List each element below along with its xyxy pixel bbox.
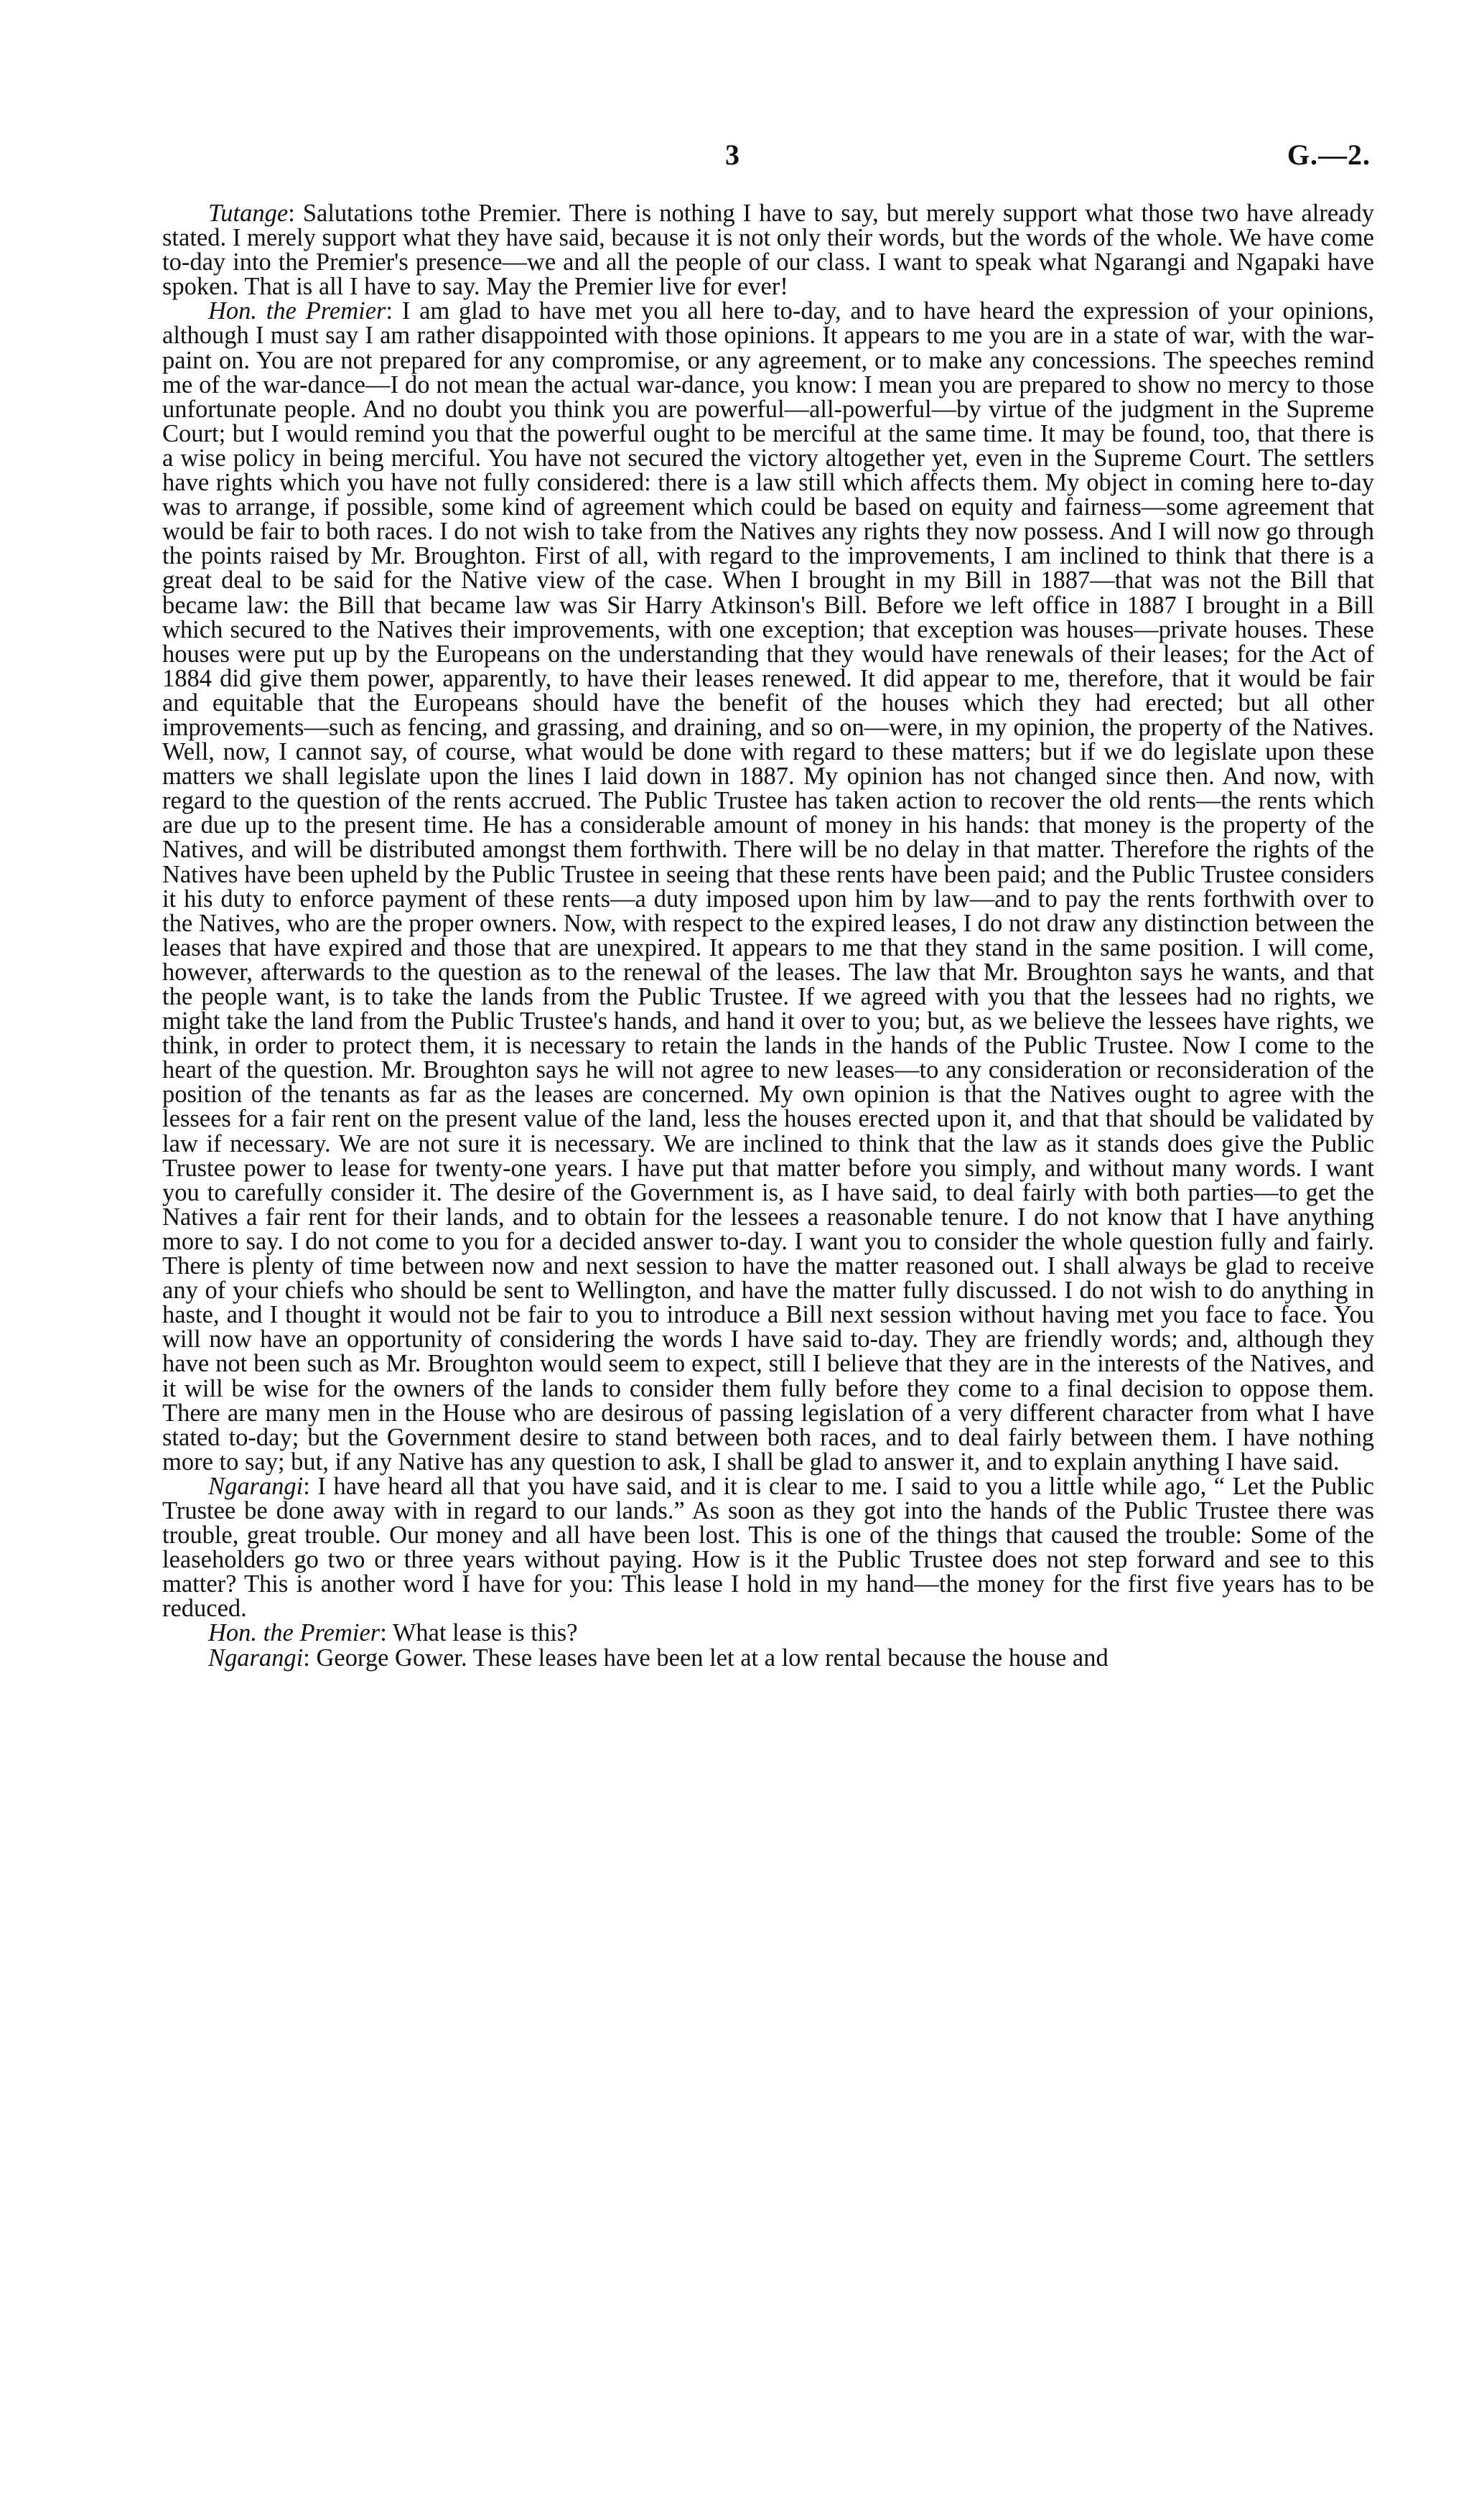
speaker-separator: : — [380, 1619, 393, 1647]
speaker-separator: : — [303, 1472, 318, 1500]
speaker-name: Hon. the Premier — [208, 297, 386, 325]
document-reference: G.—2. — [1287, 139, 1371, 171]
speaker-separator: : — [303, 1644, 317, 1672]
paragraph — [162, 1621, 1374, 1645]
paragraph-text: George Gower. These leases have been let at a low rental because the house and — [316, 1644, 1109, 1672]
speaker-separator: : — [386, 297, 402, 325]
speaker-name: Hon. the Premier — [208, 1619, 381, 1647]
speaker-name: Tutange — [208, 200, 289, 227]
body-text — [162, 201, 1374, 1670]
paragraph-text: What lease is this? — [392, 1619, 578, 1647]
paragraph-text: I am glad to have met you all here to-day, and to have heard the expression of your opinions, although I must say I am rather disappointed with those opinions. It appears to me you are in a state of war, with the war-paint on. You are not prepared for any compromise, or any agreement, or to make any concessions. The speeches remind me of the war-dance—I do not mean the actual war-dance, you know: I mean you are prepared to show no mercy to those unfortunate people. And no doubt you think you are powerful—all-powerful—by virtue of the judgment in the Supreme Court; but I would remind you that the powerful ought to be merciful at the same time. It may be found, too, that there is a wise policy in being merciful. You have not secured the victory altogether yet, even in the Supreme Court. The settlers have rights which you have not fully considered: there is a law still which affects them. My object in coming here to-day was to arrange, if possible, some kind of agreement which could be based on equity and fairness—some agreement that would be fair to both races. I do not wish to take from the Natives any rights they now possess. And I will now go through the points raised by Mr. Broughton. First of all, with regard to the improvements, I am inclined to think that there is a great deal to be said for the Native view of the case. When I brought in my Bill in 1887—that was not the Bill that became law: the Bill that became law was Sir Harry Atkinson's Bill. Before we left office in 1887 I brought in a Bill which secured to the Natives their improvements, with one exception; that exception was houses—private houses. These houses were put up by the Europeans on the understanding that they would have renewals of their leases; for the Act of 1884 did give them power, apparently, to have their leases renewed. It did appear to me, therefore, that it would be fair and equitable that the Europeans should have the benefit of the houses which they had erected; but all other improvements—such as fencing, and grassing, and draining, and so on—were, in my opinion, the property of the Natives. Well, now, I cannot say, of course, what would be done with regard to these matters; but if we do legislate upon these matters we shall legislate upon the lines I laid down in 1887. My opinion has not changed since then. And now, with regard to the question of the rents accrued. The Public Trustee has taken action to recover the old rents—the rents which are due up to the present time. He has a considerable amount of money in his hands: that money is the property of the Natives, and will be distributed amongst them forthwith. There will be no delay in that matter. Therefore the rights of the Natives have been upheld by the Public Trustee in seeing that these rents have been paid; and the Public Trustee considers it his duty to enforce payment of these rents—a duty imposed upon him by law—and to pay the rents forthwith over to the Natives, who are the proper owners. Now, with respect to the expired leases, I do not draw any distinction between the leases that have expired and those that are unexpired. It appears to me that they stand in the same position. I will come, however, afterwards to the question as to the renewal of the leases. The law that Mr. Broughton says he wants, and that the people want, is to take the lands from the Public Trustee. If we agreed with you that the lessees had no rights, we might take the land from the Public Trustee's hands, and hand it over to you; but, as we believe the lessees have rights, we think, in order to protect them, it is necessary to retain the lands in the hands of the Public Trustee. Now I come to the heart of the question. Mr. Broughton says he will not agree to new leases—to any consideration or reconsideration of the position of the tenants as far as the leases are concerned. My own opinion is that the Natives ought to agree with the lessees for a fair rent on the present value of the land, less the houses erected upon it, and that that should be validated by law if necessary. We are not sure it is necessary. We are inclined to think that the law as it stands does give the Public Trustee power to lease for twenty-one years. I have put that matter before you simply, and without many words. I want you to carefully consider it. The desire of the Government is, as I have said, to deal fairly with both parties—to get the Natives a fair rent for their lands, and to obtain for the lessees a reasonable tenure. I do not know that I have anything more to say. I do not come to you for a decided answer to-day. I want you to consider the whole question fully and fairly. There is plenty of time between now and next session to have the matter reasoned out. I shall always be glad to receive any of your chiefs who should be sent to Wellington, and have the matter fully discussed. I do not wish to do anything in haste, and I thought it would not be fair to you to introduce a Bill next session without having met you face to face. You will now have an opportunity of considering the words I have said to-day. They are friendly words; and, although they have not been such as Mr. Broughton would seem to expect, still I believe that they are in the interests of the Natives, and it will be wise for the owners of the lands to consider them fully before they come to a final decision to oppose them. There are many men in the House who are desirous of passing legislation of a very different character from what I have stated to-day; but the Government desire to stand between both races, and to deal fairly between them. I have nothing more to say; but, if any Native has any question to ask, I shall be glad to answer it, and to explain anything I have said. — [162, 297, 1374, 1476]
page-number: 3 — [725, 139, 739, 171]
speaker-separator: : — [288, 200, 303, 227]
speaker-name: Ngarangi — [208, 1472, 304, 1500]
paragraph — [162, 201, 1374, 299]
paragraph-text: I have heard all that you have said, and it is clear to me. I said to you a little while ago, “ Let the Public Trustee be done away with in regard to our lands.” As soon as they got into the hands of the Public Trustee there was trouble, great trouble. Our money and all have been lost. This is one of the things that caused the trouble: Some of the leaseholders go two or three years without paying. How is it the Public Trustee does not step forward and see to this matter? This is another word I have for you: This lease I hold in my hand—the money for the first five years has to be reduced. — [162, 1472, 1374, 1623]
paragraph-text: Salutations tothe Premier. There is nothing I have to say, but merely support what those two have already stated. I merely support what they have said, because it is not only their words, but the words of the whole. We have come to-day into the Premier's presence—we and all the people of our class. I want to speak what Ngarangi and Ngapaki have spoken. That is all I have to say. May the Premier live for ever! — [162, 200, 1374, 301]
paragraph — [162, 1646, 1374, 1670]
paragraph — [162, 299, 1374, 1474]
paragraph — [162, 1474, 1374, 1621]
speaker-name: Ngarangi — [208, 1644, 304, 1672]
page-header — [0, 138, 1484, 181]
